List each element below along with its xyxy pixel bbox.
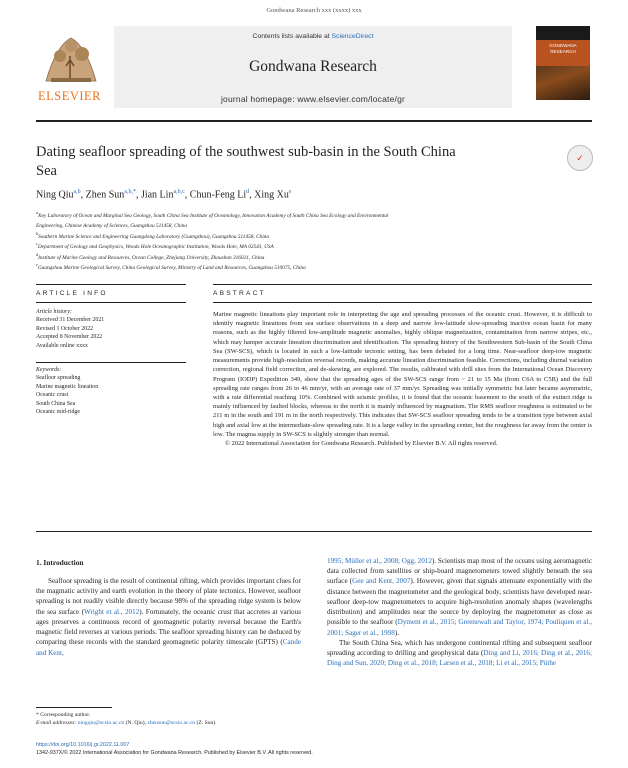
affiliations bbox=[36, 210, 592, 273]
running-head: Gondwana Research xxx (xxxx) xxx bbox=[266, 7, 362, 14]
intro-paragraph-1-cont bbox=[327, 556, 592, 638]
homepage-line bbox=[114, 94, 512, 104]
elsevier-logo bbox=[36, 26, 108, 108]
history-online: Available online xxxx bbox=[36, 342, 88, 349]
sciencedirect-link[interactable]: ScienceDirect bbox=[331, 33, 374, 40]
email-link-qiu[interactable]: ningqiu@scsio.ac.cn bbox=[77, 720, 125, 727]
keywords-label: Keywords: bbox=[36, 367, 62, 373]
footnote-rule bbox=[36, 707, 112, 708]
author-affiliation-marker[interactable]: a,b,c bbox=[173, 189, 185, 195]
affiliation-text: Guangzhou Marine Geological Survey, China Geological Survey, Ministry of Land and Resources, Guangzhou 510075, China bbox=[37, 264, 306, 271]
author-separator: , bbox=[135, 189, 141, 201]
author-affiliation-marker[interactable]: a,b,* bbox=[124, 189, 136, 195]
affiliation-text: Engineering, Chinese Academy of Sciences, Guangzhou 511458, China bbox=[36, 223, 188, 230]
masthead-center bbox=[114, 26, 512, 108]
text-span: ). Fortunately, the oceanic crust that accretes at various ages preserves a continuous record of geomagnetic polarity reversal because the Earth's magnetic field reverses at various periods. The seafloor spreading history can be deduced by comparing these records with the standard geomagnetic polarity timescale (GPTS) ( bbox=[36, 607, 301, 647]
history-label: Article history: bbox=[36, 309, 72, 315]
affiliation-marker: b bbox=[36, 230, 39, 236]
homepage-link[interactable]: www.elsevier.com/locate/gr bbox=[297, 94, 406, 104]
affiliation-item bbox=[36, 220, 592, 230]
affiliation-item bbox=[36, 252, 592, 262]
cover-art bbox=[536, 66, 590, 100]
crossmark-icon[interactable]: ✓ bbox=[567, 145, 593, 171]
article-info-heading: ARTICLE INFO bbox=[36, 290, 108, 297]
affiliation-text: Department of Geology and Geophysics, Woods Hole Oceanographic Institution, Woods Hole, MA 02543, USA bbox=[37, 244, 274, 251]
contents-prefix: Contents lists available at bbox=[252, 33, 332, 40]
affiliation-marker: d bbox=[36, 251, 39, 257]
keyword-item: Oceanic mid-ridge bbox=[36, 409, 80, 416]
author-name[interactable]: Chun-Feng Li bbox=[189, 189, 247, 201]
article-history bbox=[36, 308, 186, 350]
masthead-rule bbox=[36, 120, 592, 122]
cover-title: GONDWANA RESEARCH bbox=[549, 43, 577, 54]
author-separator: , bbox=[249, 189, 255, 201]
author-name[interactable]: Ning Qiu bbox=[36, 189, 74, 201]
citation-link[interactable]: Cande and Kent, bbox=[36, 638, 301, 657]
email-label: E-mail addresses: bbox=[36, 720, 78, 727]
abstract-rule-top bbox=[213, 284, 592, 285]
affiliation-item bbox=[36, 210, 592, 220]
keyword-item: Oceanic crust bbox=[36, 392, 69, 399]
abstract-text: Marine magnetic lineations play important role in interpreting the age and spreading processes of the oceanic crust. However, it is difficult to identify magnetic lineations from sea surface observations in a deep and narrow low-latitude slow-spreading inactive ocean basin for many reasons, such as the highly filtered low-amplitude magnetic anomalies, highly oblique magnetization, contamination from narrow stripes, etc., which may hamper accurate lineation discrimination and identification. The spreading history of the Southwestern Sub-basin of the South China Sea (SW-SCS), which is located in such a low-latitude tectonic setting, has been debated for a long time. Near-seafloor deep-tow magnetic measurements provide high-resolution reversal records, making accurate lineation discrimination feasible. Corrections, including diurnal variation correction, regional field correction, and de-skewing, are explored. The results, calibrated with drill sites from the International Ocean Discovery Program (IODP) Expedition 349, show that the spreading ages of the SW-SCS range from ~ 21 to 15 Ma (from C6A to C5B) and the full spreading rate ranges from 26 to 46 mm/yr, with an average rate of 37 mm/yr. Spreading was initially symmetric but later became asymmetric, with a rate differential reaching 10%. Combined with seismic profiles, it is found that the oceanic basement to the south of the extinct ridge is mainly influenced by faulted blocks, whereas to the north it is mainly influenced by magmatism. The RMS seafloor roughness is estimated to be 211 m in the south and 191 m in the north respectively. This indicates that SW-SCS seafloor spreading tends to be a transition type between axial high and axial low at the intermediate-slow spreading rate. It is a large valley in the spreading center, but the roughness far away from the center is low. The magma supply in SW-SCS is slightly stronger than normal. bbox=[213, 311, 592, 438]
affiliation-item bbox=[36, 262, 592, 272]
citation-link[interactable]: Gee and Kent, 2007 bbox=[352, 577, 411, 586]
keywords bbox=[36, 366, 186, 417]
doi-block bbox=[36, 741, 592, 757]
text-span: Seafloor spreading is the result of continental rifting, which provides important clues for the magmatic activity and earth evolution in the theory of plate tectonics. However, seafloor spreading is not readily visible directly because 98% of the spreading ridge system is below the sea surface ( bbox=[36, 577, 301, 616]
article-title bbox=[36, 143, 536, 180]
author-affiliation-marker[interactable]: e bbox=[288, 189, 292, 195]
journal-title: Gondwana Research bbox=[249, 58, 377, 75]
citation-link[interactable]: 1995; Müller et al., 2008; Ogg, 2012 bbox=[327, 557, 432, 565]
abstract-heading: ABSTRACT bbox=[213, 290, 266, 297]
email-name-qiu: (N. Qiu), bbox=[124, 720, 148, 727]
title-line-1: Dating seafloor spreading of the southwest sub-basin in the South China bbox=[36, 144, 456, 160]
email-name-sun: (Z. Sun). bbox=[195, 720, 217, 727]
footnotes bbox=[36, 707, 301, 728]
intro-paragraph-2 bbox=[327, 638, 592, 669]
homepage-prefix: journal homepage: bbox=[220, 94, 298, 104]
elsevier-wordmark: ELSEVIER bbox=[38, 89, 102, 103]
citation-link[interactable]: Ding and Li, 2016; Ding et al., 2016; Ding and Sun, 2020; Ding et al., 2018; Larsen et al., 2018; Li et al., 2015; Püthe bbox=[327, 648, 592, 668]
author-separator: , bbox=[184, 189, 190, 201]
history-accepted: Accepted 8 November 2022 bbox=[36, 334, 103, 341]
affiliation-item bbox=[36, 241, 592, 251]
affiliation-marker: e bbox=[36, 262, 38, 268]
text-span: The South China Sea, which has undergone continental rifting and subsequent seafloor spreading according to drilling and geophysical data ( bbox=[327, 638, 592, 657]
author-name[interactable]: Xing Xu bbox=[254, 189, 289, 201]
abstract-body bbox=[213, 310, 592, 448]
body-column-left bbox=[36, 576, 301, 658]
author-affiliation-marker[interactable]: a,b bbox=[73, 189, 81, 195]
email-link-sun[interactable]: zhensun@scsio.ac.cn bbox=[147, 720, 196, 727]
text-span: ). However, given that signals attenuate exponentially with the distance between the magnetometer and the geological body, scientists have developed near-seafloor deep-tow magnetometers to acquire high-resolution anomaly shapes (wavelengths distribution) and amplitudes near the source by deploying the magnetometer as close as possible to the seafloor ( bbox=[327, 577, 593, 627]
journal-cover-image bbox=[536, 26, 590, 100]
info-rule-top bbox=[36, 284, 186, 285]
abstract-copyright: © 2022 International Association for Gondwana Research. Published by Elsevier B.V. All rights reserved. bbox=[225, 440, 498, 448]
body-column-right bbox=[327, 556, 592, 668]
affiliation-text: Key Laboratory of Ocean and Marginal Sea Geology, South China Sea Institute of Oceanology, Innovation Academy of South China Sea Ecology and Environmental bbox=[38, 212, 389, 219]
affiliation-text: Institute of Marine Geology and Resources, Ocean College, Zhejiang University, Zhoushan 316021, China bbox=[38, 254, 265, 261]
text-span: ). Scientists map most of the oceans using aeromagnetic data collected from satellites or ship-board magnetometers towed slightly beneath the sea surface ( bbox=[327, 557, 592, 586]
history-revised: Revised 1 October 2022 bbox=[36, 325, 94, 332]
keyword-item: Marine magnetic lineation bbox=[36, 383, 99, 390]
elsevier-tree-icon bbox=[36, 26, 106, 86]
author-affiliation-marker[interactable]: d bbox=[246, 189, 250, 195]
info-rule-mid bbox=[36, 302, 186, 303]
section-heading-introduction: 1. Introduction bbox=[36, 558, 84, 567]
email-addresses bbox=[36, 719, 301, 727]
title-line-2: Sea bbox=[36, 162, 57, 179]
journal-masthead bbox=[36, 26, 592, 108]
keyword-item: South China Sea bbox=[36, 400, 76, 407]
keywords-rule bbox=[36, 362, 186, 363]
issn-copyright-line: 1342-937X/© 2022 International Association for Gondwana Research. Published by Elsevier B.V. All rights reserved. bbox=[36, 750, 313, 757]
history-received: Received 31 December 2021 bbox=[36, 317, 105, 324]
citation-link[interactable]: Wright et al., 2012 bbox=[83, 607, 140, 616]
author-name[interactable]: Jian Lin bbox=[140, 189, 174, 201]
affiliation-marker: c bbox=[36, 241, 38, 247]
author-separator: , bbox=[80, 189, 86, 201]
text-span: ). bbox=[394, 628, 399, 637]
affiliation-item bbox=[36, 231, 592, 241]
affiliation-text: Southern Marine Science and Engineering Guangdong Laboratory (Guangzhou), Guangzhou 511458, China bbox=[38, 233, 269, 240]
abstract-rule-bottom bbox=[36, 531, 592, 532]
affiliation-marker: a bbox=[36, 210, 39, 215]
citation-link[interactable]: Dyment et al., 2015; Greenewalt and Taylor, 1974; Pouliquen et al., 2001; Sager et al., 1998 bbox=[327, 618, 592, 637]
author-name[interactable]: Zhen Sun bbox=[85, 189, 125, 201]
abstract-rule-mid bbox=[213, 302, 592, 303]
doi-link[interactable]: https://doi.org/10.1016/j.gr.2022.11.007 bbox=[36, 742, 130, 748]
corresponding-author-note: * Corresponding author. bbox=[36, 712, 91, 718]
author-list bbox=[36, 189, 592, 200]
contents-line bbox=[114, 33, 512, 40]
keyword-item: Seafloor spreading bbox=[36, 375, 81, 382]
intro-paragraph-1 bbox=[36, 576, 301, 658]
